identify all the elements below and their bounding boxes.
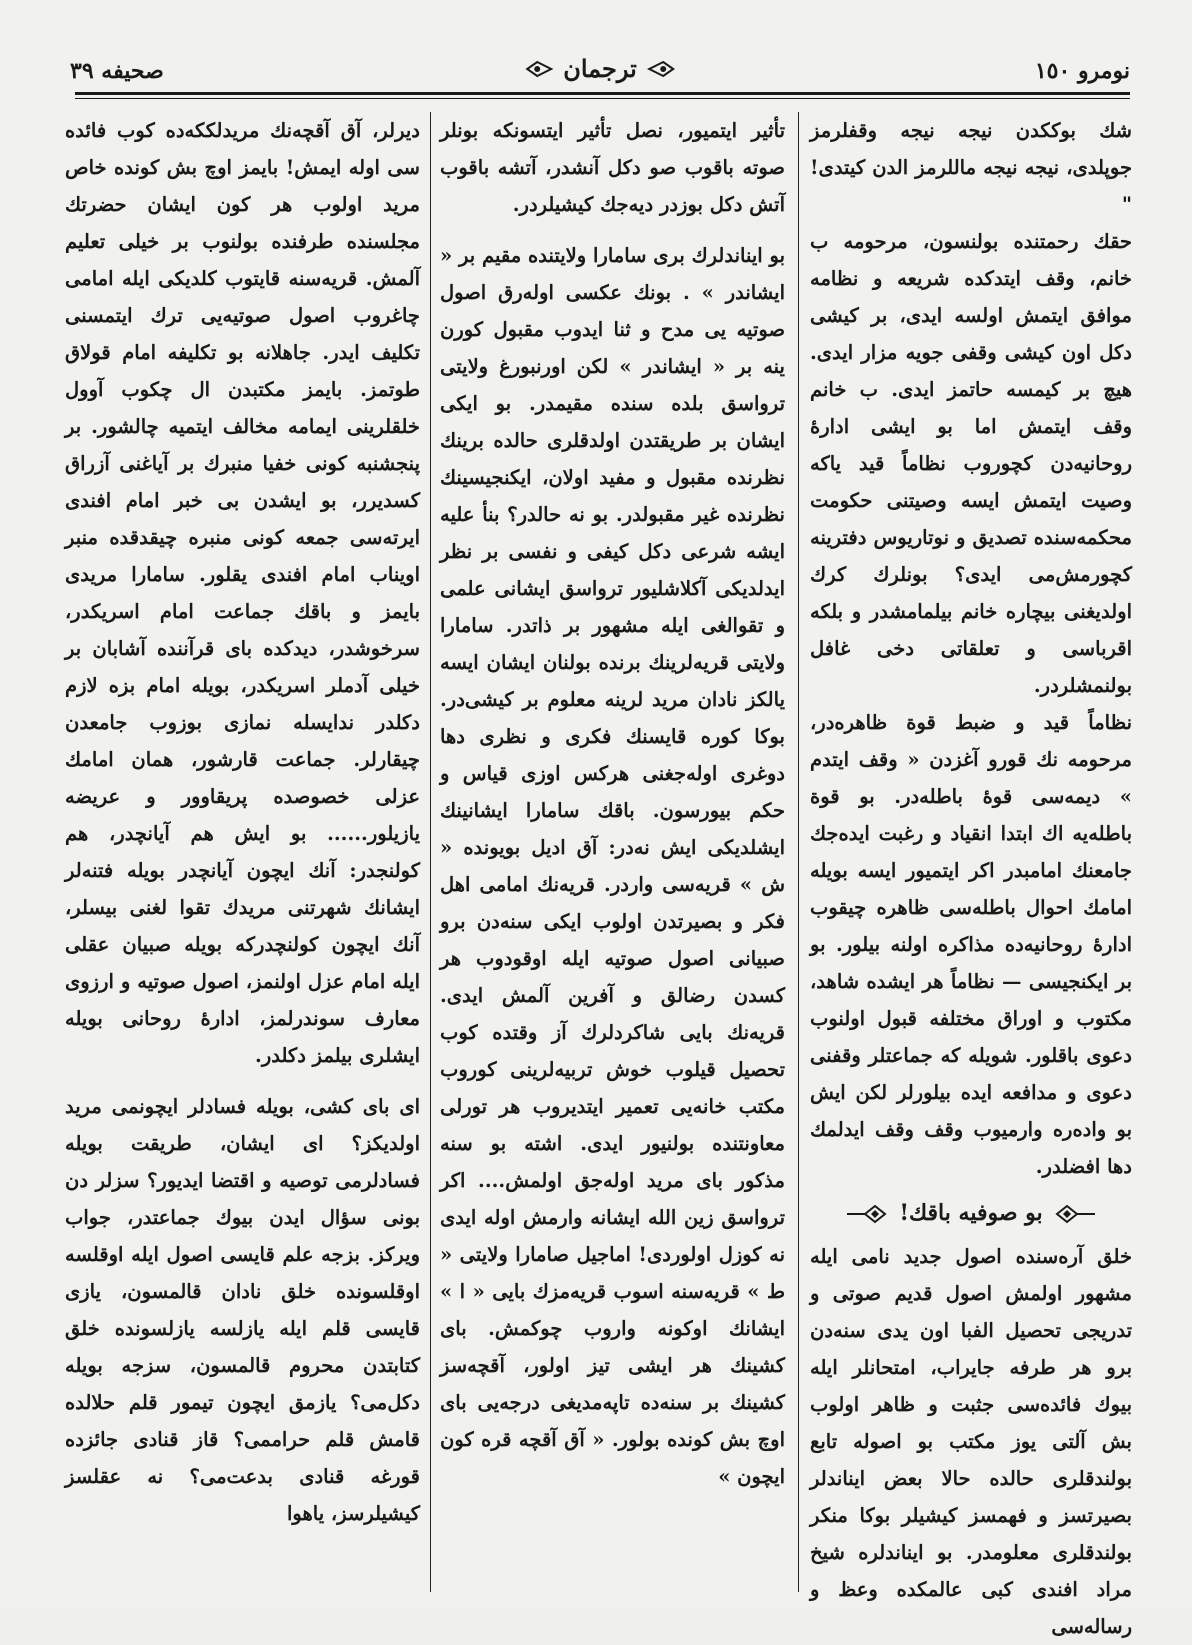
page-header bbox=[70, 52, 1130, 92]
masthead-ornament-right-icon bbox=[647, 60, 675, 78]
masthead bbox=[525, 54, 675, 83]
masthead-ornament-left-icon bbox=[525, 60, 553, 78]
issue-number: نومرو ١٥٠ bbox=[1034, 58, 1130, 84]
header-rule-thick bbox=[75, 92, 1130, 95]
header-rule-thin bbox=[75, 98, 1130, 99]
column-divider-left bbox=[430, 112, 431, 1592]
paragraph: ديرلر، آق آقچه‌نك مريدلككه‌ده كوب فائده سى اوله ايمش! بايمز اوچ بش كونده خاص مريد اولوب هر كون ايشان حضرتك مجلسنده طرفنده بولنوب بر خيلى تعليم آلمش. قريه‌سنه قايتوب كلديكى ايله امامى چاغروب اصول صوتيه‌يى ترك ايتمسنى تكليف ايدر. جاهلانه بو تكليفه امام قولاق طوتمز. بايمز مكتبدن ال چكوب آوول خلقلرينى ايمامه مخالف ايتميه چالشور. بر پنجشنبه كونى خفيا منبرك بر آياغنى آزراق كسديرر، بو ايشدن بى خبر امام افندى ايرته‌سى جمعه كونى منبره چيقدقده منبر اويناب امام افندى يقلور. سامارا مريدى بايمز و باقك جماعت امام اسريكدر، سرخوشدر، ديدكده باى قرآننده آشابان بر خيلى آدملر اسريكدر، بويله امام بزه لازم دكلدر ندايسله نمازى بوزوب جامعدن چيقارلر. جماعت قارشور، همان امامك عزلى خصوصده پريقاوور و عريضه يازيلور...... بو ايش‌ هم آيانچدر، هم كولنجدر: آنك ايچون آيانچدر بويله فتنه‌لر ايشانك شهرتنى مريدك تقوا لغنى بيسلر، آنك ايچون كولنچدركه بويله صبيان عقلى ايله امام عزل اولنمز، اصول صوتيه و ارزوى معارف سوندرلمز، ادارهٔ روحانى بويله ايشلرى بيلمز دكلدر. bbox=[65, 119, 420, 1067]
column-right bbox=[810, 112, 1132, 1638]
flourish-left-icon bbox=[845, 1203, 891, 1225]
page-label: صحيفه ٣٩ bbox=[70, 58, 164, 84]
section-title: بو صوفيه باقك! bbox=[899, 1200, 1043, 1226]
flourish-right-icon bbox=[1051, 1203, 1097, 1225]
paragraph: خلق آره‌سنده اصول جديد نامى ايله مشهور اولمش اصول قديم صوتى و تدريجى تحصيل الفبا اون يدى سنه‌دن برو هر طرفه جايراب، امتحانلر ايله بيوك فائده‌سى جثبت و ظاهر اولوب بش آلتى يوز مكتب بو اصوله تابع بولندقلرى حالده حالا بعض ايناندلر بصيرتسز و فهمسز كيشيلر بوكا منكر بولندقلرى معلومدر. بو ايناندلره شيخ مراد افندى كبى عالمكده وعظ و رساله‌سى bbox=[810, 1245, 1132, 1638]
column-left bbox=[65, 112, 420, 1587]
column-middle bbox=[440, 112, 785, 1587]
paragraph: نظاماً قيد و ضبط قوة ظاهره‌در، مرحومه نك قورو آغزدن « وقف ايتدم » ديمه‌سى قوهٔ باطله‌در. بو قوة باطله‌يه اك ابتدا انقياد و رغبت ايده‌جك جامعنك امامبدر اكر ايتميور ايسه بويله امامك احوال باطله‌سى ظاهره چيقوب ادارهٔ روحانيه‌ده مذاكره اولنه بيلور. بو بر ايكنجيسى — نظاماً هر ايشده شاهد، مكتوب و اوراق مختلفه قبول اولنوب دعوى باقلور. شويله كه جماعتلر وقفنى دعوى و مدافعه ايده بيلورلر لكن ايش بو واده‌ره وارميوب وقف وقف ايدلمك دها افضلدر. bbox=[810, 711, 1132, 1178]
paragraph: حقك رحمتنده بولنسون، مرحومه ب خانم، وقف ايتدكده شريعه و نظامه موافق ايتمش اولسه ايدى، بر كيشى دكل اون كيشى وقفى جويه مزار ايدى. هيچ بر كيمسه حاتمز ايدى. ب خانم وقف ايتمش اما بو ايشى ادارهٔ روحانيه‌دن كچوروب نظاماً قيد ياكه وصيت ايتمش ايسه وصيتنى حكومت محكمه‌سنده تصديق و نوتاريوس دفترينه كچورمش‌مى ايدى؟ بونلرك كرك اولديغنى بيچاره خانم بيلمامشدر و بلكه اقرباسى و تعلقاتى دخى غافل بولنمشلردر. bbox=[810, 230, 1132, 697]
paragraph: بو ايناندلرك برى سامارا ولايتنده مقيم بر « ايشاندر » . بونك عكسى اوله‌رق اصول صوتيه يى مدح و ثنا ايدوب مقبول كورن ينه بر « ايشاندر » لكن اورنبورغ ولايتى ترواسق بلده سنده مقيمدر. بو ايكى ايشان بر طريقتدن اولدقلرى حالده برينك نظرنده مقبول و مفيد اولان، ايكنجيسينك نظرنده غير مقبولدر. بو نه حالدر؟ بنأ عليه ايشه شرعى دكل كيفى و نفسى بر نظر ايدلديكى آكلاشليور ترواسق ايشانى علمى و تقوالغى ايله مشهور بر ذاتدر. سامارا ولايتى قريه‌لرينك برنده بولنان ايشان ايسه يالكز نادان مريد لرينه معلوم بر كيشى‌در. بوكا كوره قايسنك فكرى و نظرى دها دوغرى اوله‌جغنى هركس اوزى قياس و حكم بيورسون. باقك سامارا ايشانينك ايشلديكى ايش نه‌در: آق اديل بويونده « ش » قريه‌سى واردر. قريه‌نك امامى اهل فكر و بصيرتدن اولوب ايكى سنه‌دن برو صبيانى اصول صوتيه ايله اوقودوب هر كسدن رضالق و آفرين آلمش ايدى. قريه‌نك بايى شاكردلرك آز وقتده كوب تحصيل قيلوب خوش تربيه‌لرينى كوروب مكتب خانه‌يى تعمير ايتديروب هر تورلى معاونتنده بولنيور ايدى. اشته بو سنه مذكور باى مريد اوله‌جق اولمش.... اكر ترواسق زين الله ايشانه وارمش اوله ايدى نه كوزل اولوردى! اماجيل صامارا ولايتى « ط » قريه‌سنه اسوب قريه‌مزك بايى « ا » ايشانك اوكونه واروب چوكمش. باى كشينك هر ايشى تيز اولور، آقچه‌سز كشينك بر سنه‌ده تاپه‌مديغى درجه‌يى باى اوچ بش كونده بولور. « آق آقچه قره كون ايچون » bbox=[440, 244, 785, 1488]
column-divider-right bbox=[798, 112, 799, 1592]
paragraph: تأثير ايتميور، نصل تأثير ايتسونكه بونلر صوته باقوب صو دكل آنشدر، آتشه باقوب آتش دكل بوزدر ديه‌جك كيشيلردر. bbox=[440, 119, 785, 216]
masthead-title: ترجمان bbox=[563, 54, 637, 83]
paragraph: شك بوككدن نيجه نيجه وقفلرمز جوپلدى، نيجه نيجه ماللرمز الدن كيتدى! " bbox=[810, 119, 1132, 216]
paragraph: اى باى كشى، بويله فسادلر ايچونمى مريد اولديكز؟ اى ايشان، طريقت بويله فسادلرمى توصيه و اقتضا ايديور؟ سزلر دن بونى سؤال ايدن بيوك جماعتدر، جواب ويركز. بزجه علم قايسى اصول ايله اوقلسه اوقلسونده خلق نادان قالمسون، يازى قايسى قلم ايله يازلسه يازلسونده خلق كتابتدن محروم قالمسون، سزجه بويله دكل‌مى؟ يازمق ايچون تيمور قلم حلالده قامش قلم حراممى؟ قاز قنادى جائزده قورغه قنادى بدعت‌مى؟ نه عقلسز كيشيلرسز، ياهوا bbox=[65, 1095, 420, 1525]
section-heading bbox=[810, 1195, 1132, 1232]
